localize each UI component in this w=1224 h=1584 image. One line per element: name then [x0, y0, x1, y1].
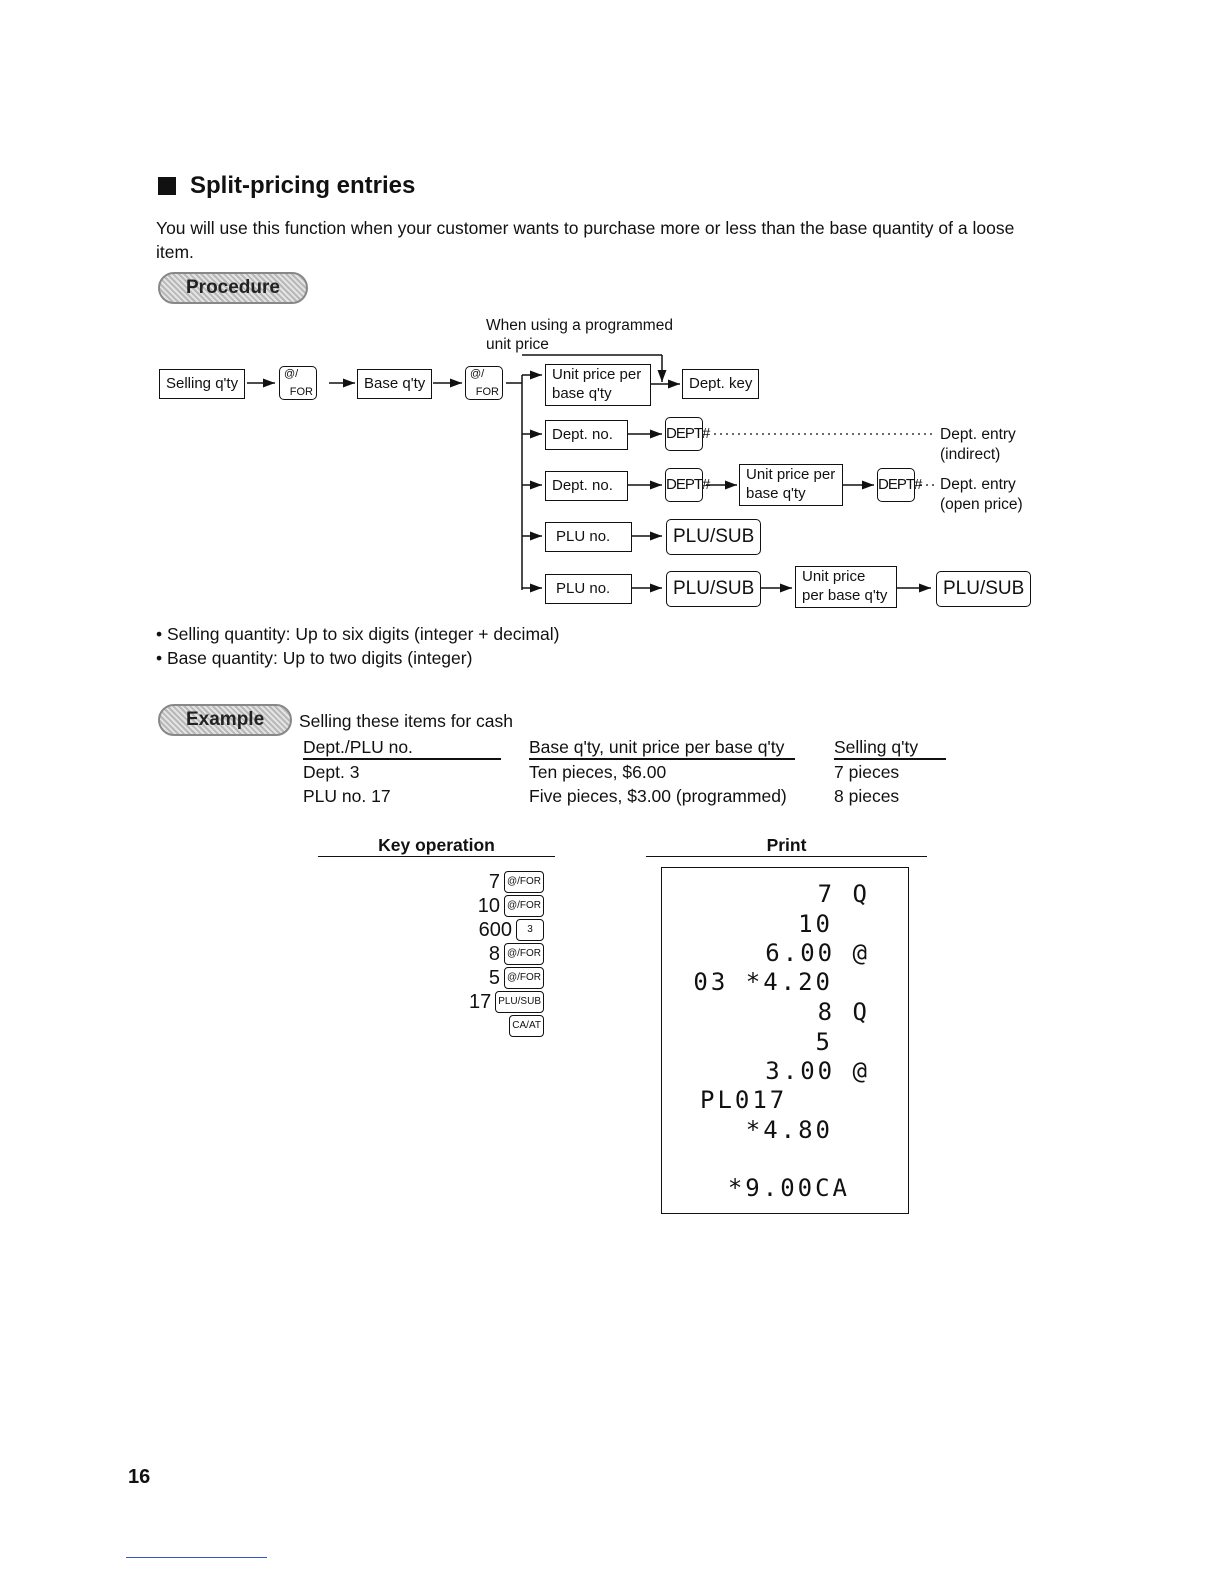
receipt-line: *4.80 [745, 1116, 833, 1144]
plu-sub-key-3: PLU/SUB [936, 571, 1031, 607]
dept-entry-open-label: Dept. entry (open price) [940, 476, 1023, 513]
page-number: 16 [128, 1466, 151, 1488]
table-cell: Dept. 3 [303, 762, 360, 782]
dept-hash-key-3: DEPT# [877, 468, 915, 502]
bullet-selling-qty: • Selling quantity: Up to six digits (integer + decimal) [156, 624, 560, 644]
dept-entry-indirect-label: Dept. entry (indirect) [940, 426, 1016, 463]
key-step: 17 PLU/SUB [469, 990, 544, 1014]
receipt-line: 7 Q [817, 880, 870, 908]
table-header-dept: Dept./PLU no. [303, 737, 501, 760]
key-operation-title: Key operation [318, 835, 555, 857]
footer-rule [126, 1557, 267, 1558]
receipt-line: 10 [798, 910, 833, 938]
dept-no-box-2: Dept. no. [545, 471, 628, 501]
table-header-base: Base q'ty, unit price per base q'ty [529, 737, 795, 760]
table-cell: 8 pieces [834, 786, 900, 806]
dept-key-box: Dept. key [682, 369, 759, 399]
print-title: Print [646, 835, 927, 857]
heading-text: Split-pricing entries [190, 172, 416, 199]
section-heading [158, 172, 415, 200]
for-key-2: @/ FOR [465, 366, 503, 400]
selling-qty-box: Selling q'ty [159, 369, 245, 399]
plu-no-box: PLU no. [545, 522, 632, 552]
table-cell: 7 pieces [834, 762, 900, 782]
example-caption: Selling these items for cash [299, 711, 513, 731]
unit-price-box-3: Unit price per base q'ty [795, 566, 897, 608]
plu-sub-key: PLU/SUB [666, 519, 761, 555]
dept-no-box: Dept. no. [545, 420, 628, 450]
example-label: Example [158, 704, 292, 736]
table-cell: Five pieces, $3.00 (programmed) [529, 786, 787, 806]
plu-no-box-2: PLU no. [545, 574, 632, 604]
key-step: 5 @/FOR [489, 966, 544, 990]
receipt-line: PL017 [700, 1086, 788, 1114]
key-step [505, 1014, 544, 1038]
for-key: @/ FOR [279, 366, 317, 400]
intro-paragraph: You will use this function when your customer wants to purchase more or less than the base quantity of a loose item. [156, 218, 1015, 262]
dept-hash-key: DEPT# [665, 417, 703, 451]
bullet-base-qty: • Base quantity: Up to two digits (integer) [156, 648, 473, 668]
plu-sub-key-2: PLU/SUB [666, 571, 761, 607]
programmed-note: When using a programmed unit price [486, 317, 673, 353]
table-cell: Ten pieces, $6.00 [529, 762, 667, 782]
key-step: 10 @/FOR [478, 894, 544, 918]
unit-price-box-2: Unit price per base q'ty [739, 464, 843, 506]
dept-3-key-icon: 3 [516, 919, 544, 941]
unit-price-box: Unit price per base q'ty [545, 364, 651, 406]
procedure-label: Procedure [158, 272, 308, 304]
dept-hash-key-2: DEPT# [665, 468, 703, 502]
table-cell: PLU no. 17 [303, 786, 391, 806]
table-header-selling: Selling q'ty [834, 737, 946, 760]
key-step: 600 3 [479, 918, 544, 942]
receipt-line: 3.00 @ [765, 1057, 870, 1085]
key-step: 7 @/FOR [489, 870, 544, 894]
ca-at-key-icon: CA/AT [509, 1015, 544, 1037]
key-operation-list [380, 870, 544, 1040]
plu-sub-key-icon: PLU/SUB [495, 991, 544, 1013]
print-receipt [661, 867, 909, 1214]
for-key-icon: @/FOR [504, 967, 544, 989]
for-key-icon: @/FOR [504, 871, 544, 893]
receipt-line: 5 [815, 1028, 833, 1056]
receipt-line: 6.00 @ [765, 939, 870, 967]
receipt-line: 8 Q [817, 998, 870, 1026]
for-key-icon: @/FOR [504, 895, 544, 917]
key-step: 8 @/FOR [489, 942, 544, 966]
receipt-line: *9.00CA [727, 1174, 850, 1202]
receipt-line: 03 *4.20 [693, 968, 833, 996]
for-key-icon: @/FOR [504, 943, 544, 965]
square-bullet-icon [158, 177, 176, 195]
base-qty-box: Base q'ty [357, 369, 432, 399]
